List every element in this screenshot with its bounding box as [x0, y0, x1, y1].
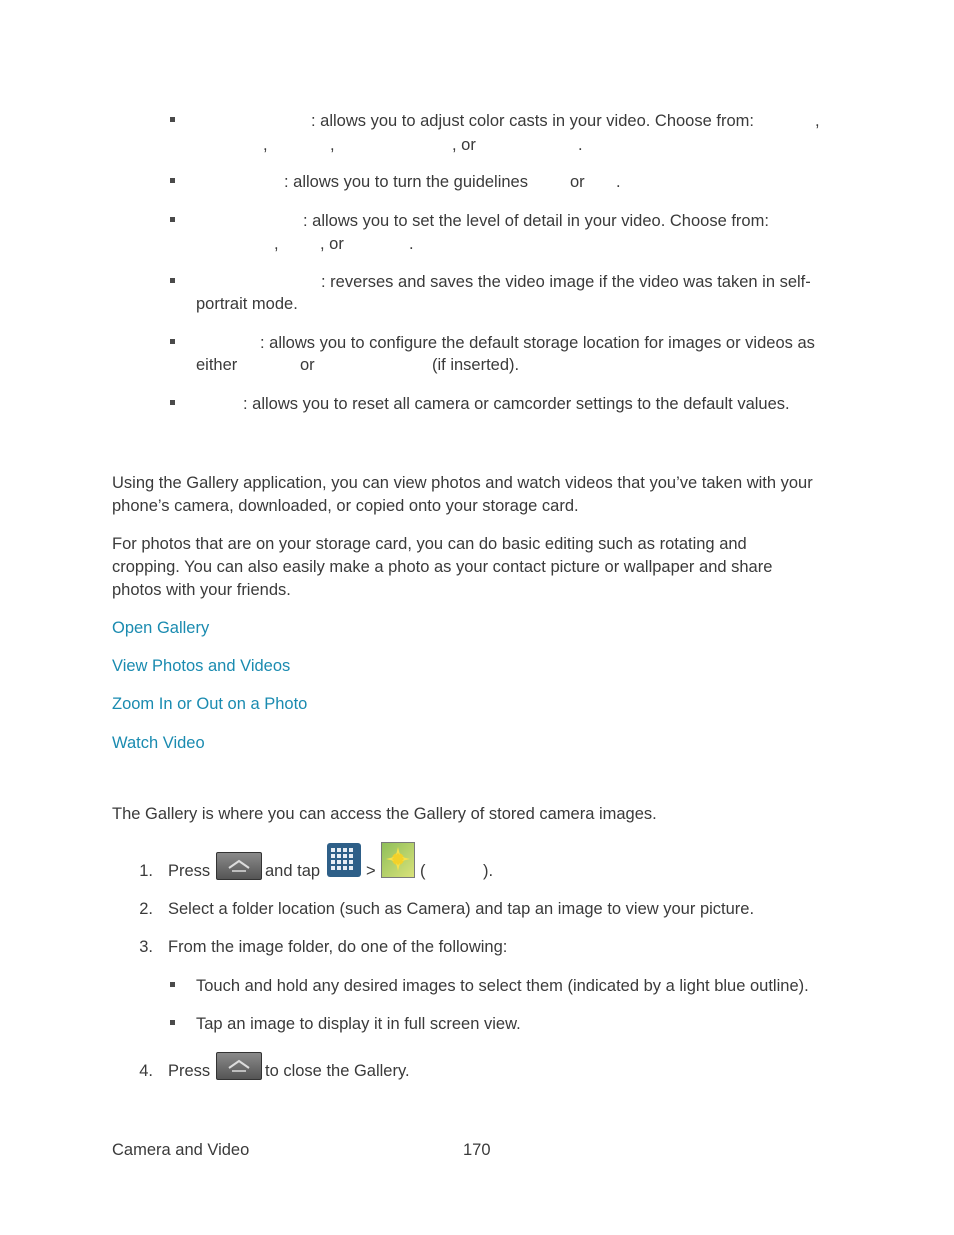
step-text: and tap	[265, 862, 321, 880]
bullet-text: : allows you to set the level of detail in your video. Choose from:	[303, 212, 769, 230]
home-key-icon	[216, 852, 262, 880]
bullet-text: portrait mode.	[196, 295, 298, 313]
sub-bullet-text: Tap an image to display it in full screen view.	[196, 1015, 521, 1033]
step-number: 3.	[139, 938, 153, 956]
step-text: Press	[168, 1062, 211, 1080]
step-number: 1.	[139, 862, 153, 880]
paragraph-line: phone’s camera, downloaded, or copied onto your storage card.	[112, 497, 579, 515]
bullet-text: .	[578, 136, 583, 154]
step-text: From the image folder, do one of the following:	[168, 938, 508, 956]
bullet-marker	[170, 217, 175, 222]
bullet-text: ,	[274, 235, 279, 253]
gallery-app-icon	[381, 842, 415, 878]
paragraph-line: Using the Gallery application, you can view photos and watch videos that you’ve taken with your	[112, 474, 813, 492]
bullet-text: , or	[320, 235, 344, 253]
bullet-text: ,	[263, 136, 268, 154]
bullet-text: .	[409, 235, 414, 253]
bullet-text: ,	[815, 112, 820, 130]
bullet-text: .	[616, 173, 621, 191]
step-text: ).	[483, 862, 494, 880]
sub-bullet-text: Touch and hold any desired images to select them (indicated by a light blue outline).	[196, 977, 809, 995]
step-number: 4.	[139, 1062, 153, 1080]
step-text: >	[366, 862, 376, 880]
footer-page-number: 170	[463, 1141, 491, 1159]
step-text: Press	[168, 862, 211, 880]
home-key-icon	[216, 1052, 262, 1080]
bullet-text: : allows you to configure the default storage location for images or videos as	[260, 334, 815, 352]
bullet-text: : reverses and saves the video image if the video was taken in self-	[321, 273, 811, 291]
bullet-marker	[170, 117, 175, 122]
bullet-marker	[170, 178, 175, 183]
bullet-marker	[170, 1020, 175, 1025]
bullet-text: either	[196, 356, 238, 374]
paragraph-line: photos with your friends.	[112, 581, 291, 599]
link-view-photos-videos[interactable]: View Photos and Videos	[112, 657, 291, 675]
link-watch-video[interactable]: Watch Video	[112, 734, 205, 752]
step-number: 2.	[139, 900, 153, 918]
bullet-text: (if inserted).	[432, 356, 520, 374]
step-text: to close the Gallery.	[265, 1062, 410, 1080]
step-text: (	[420, 862, 426, 880]
apps-grid-icon	[327, 843, 361, 877]
link-zoom-photo[interactable]: Zoom In or Out on a Photo	[112, 695, 308, 713]
footer-section-name: Camera and Video	[112, 1141, 250, 1159]
section-intro: The Gallery is where you can access the Gallery of stored camera images.	[112, 805, 657, 823]
bullet-marker	[170, 339, 175, 344]
bullet-text: or	[300, 356, 315, 374]
bullet-marker	[170, 278, 175, 283]
bullet-text: or	[570, 173, 585, 191]
paragraph-line: For photos that are on your storage card, you can do basic editing such as rotating and	[112, 535, 747, 553]
bullet-text: : allows you to reset all camera or camcorder settings to the default values.	[243, 395, 790, 413]
link-open-gallery[interactable]: Open Gallery	[112, 619, 210, 637]
bullet-marker	[170, 400, 175, 405]
bullet-text: : allows you to adjust color casts in your video. Choose from:	[311, 112, 754, 130]
bullet-text: , or	[452, 136, 476, 154]
bullet-text: : allows you to turn the guidelines	[284, 173, 528, 191]
bullet-marker	[170, 982, 175, 987]
bullet-text: ,	[330, 136, 335, 154]
step-text: Select a folder location (such as Camera) and tap an image to view your picture.	[168, 900, 755, 918]
paragraph-line: cropping. You can also easily make a photo as your contact picture or wallpaper and share	[112, 558, 773, 576]
